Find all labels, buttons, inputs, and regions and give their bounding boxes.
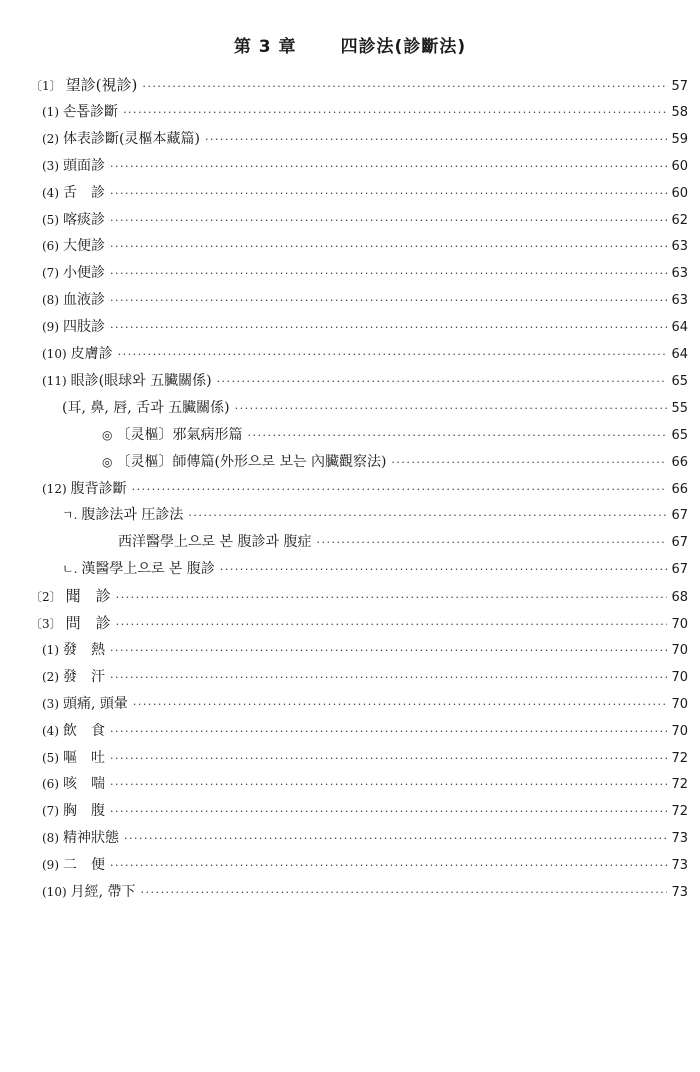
toc-entry[interactable] (42, 771, 688, 797)
toc-entry-label (42, 771, 107, 797)
dot-leader (217, 369, 667, 395)
toc-entry[interactable] (42, 368, 688, 394)
dot-leader (110, 261, 667, 287)
toc-entry-title: 四肢診 (63, 319, 105, 336)
toc-entry-label (62, 395, 232, 421)
toc-entry-label (42, 260, 107, 286)
toc-entry-page-number: 72 (671, 804, 688, 820)
toc-entry[interactable] (62, 395, 688, 421)
toc-entry-marker: ◎ (102, 454, 113, 469)
toc-entry-title: 嘔 吐 (63, 749, 105, 766)
toc-entry-marker: (12) (42, 481, 67, 496)
toc-entry-marker: ◎ (102, 427, 113, 442)
toc-entry-title: 〔灵樞〕邪氣病形篇 (116, 426, 243, 443)
toc-entry-marker: 〔2〕 (30, 590, 62, 605)
dot-leader (110, 772, 667, 798)
dot-leader (235, 396, 667, 422)
toc-entry-page-number: 66 (671, 454, 688, 470)
toc-entry-title: 月經, 帶下 (70, 884, 136, 900)
toc-entry-title: 舌 診 (63, 184, 105, 201)
toc-entry[interactable] (42, 126, 688, 152)
toc-entry-page-number: 72 (671, 777, 688, 793)
toc-entry-page-number: 63 (671, 266, 688, 282)
dot-leader (110, 799, 667, 825)
dot-leader (116, 585, 667, 611)
dot-leader (123, 100, 667, 126)
toc-entry-marker: (6) (42, 777, 59, 792)
toc-entry[interactable] (42, 745, 688, 771)
dot-leader (133, 692, 667, 718)
toc-entry[interactable] (42, 233, 688, 259)
toc-entry[interactable] (42, 341, 688, 367)
toc-entry-marker: (3) (42, 696, 59, 711)
dot-leader (118, 342, 667, 368)
dot-leader (205, 127, 667, 153)
toc-entry-marker: ㄴ. (62, 562, 78, 577)
toc-entry-page-number: 70 (671, 696, 688, 712)
toc-entry-page-number: 73 (671, 858, 688, 874)
toc-entry-page-number: 67 (671, 562, 688, 578)
toc-entry-marker: (2) (42, 131, 59, 146)
toc-entry[interactable] (42, 314, 688, 340)
dot-leader (110, 208, 667, 234)
toc-entry-title: 皮膚診 (70, 346, 113, 362)
toc-entry-marker: (2) (42, 669, 59, 684)
toc-entry-page-number: 70 (671, 723, 688, 739)
dot-leader (110, 665, 667, 691)
dot-leader (116, 612, 667, 638)
dot-leader (316, 530, 667, 556)
toc-entry-label (42, 314, 107, 340)
toc-entry-title: 胸 腹 (63, 803, 105, 820)
toc-entry-marker: (9) (42, 320, 59, 335)
toc-entry-marker: 〔1〕 (30, 79, 62, 93)
toc-entry[interactable] (42, 153, 688, 179)
toc-entry[interactable] (42, 691, 688, 717)
toc-entry-marker: (1) (42, 642, 59, 657)
toc-entry-marker: ㄱ. (62, 508, 78, 523)
toc-entry-page-number: 64 (671, 320, 688, 336)
toc-entry-marker: (9) (42, 858, 59, 873)
dot-leader (142, 74, 667, 100)
dot-leader (141, 880, 667, 906)
toc-entry-page-number: 57 (671, 79, 688, 94)
toc-entry-title: 〔灵樞〕師傳篇(外形으로 보는 內臟觀察法) (116, 453, 387, 470)
toc-entry[interactable] (42, 852, 688, 878)
toc-entry[interactable] (102, 449, 688, 475)
toc-entry-page-number: 60 (671, 185, 688, 201)
toc-entry[interactable] (42, 798, 688, 824)
toc-entry-title: 喀痰診 (63, 211, 105, 228)
toc-entry-label (42, 153, 107, 179)
toc-entry-label (62, 556, 217, 582)
toc-entry-label (42, 852, 107, 878)
toc-entry[interactable] (42, 476, 688, 502)
toc-entry-page-number: 62 (671, 212, 688, 228)
toc-entry[interactable] (42, 825, 688, 851)
toc-entry-title: 問 診 (65, 614, 111, 632)
dot-leader (110, 638, 667, 664)
toc-entry-page-number: 70 (671, 617, 688, 632)
toc-entry-label (42, 207, 107, 233)
toc-entry-label (30, 583, 113, 610)
toc-entry-page-number: 73 (671, 831, 688, 847)
toc-entry-marker: (10) (42, 347, 67, 361)
toc-entry-title: 發 汗 (63, 668, 105, 685)
dot-leader (391, 450, 667, 476)
toc-entry-marker: (4) (42, 723, 59, 738)
toc-entry-title: 望診(視診) (65, 76, 138, 94)
toc-entry-page-number: 59 (671, 131, 688, 147)
toc-entry[interactable] (102, 422, 688, 448)
toc-entry-marker: (7) (42, 804, 59, 819)
toc-entry-title: 頭痛, 頭暈 (63, 695, 128, 712)
toc-entry-page-number: 63 (671, 293, 688, 309)
toc-entry-title: 漢醫學上으로 본 腹診 (81, 561, 215, 578)
toc-entry-title: 聞 診 (65, 587, 111, 606)
toc-entry-marker: (11) (42, 373, 67, 388)
toc-entry-title: 大便診 (63, 238, 105, 255)
dot-leader (110, 234, 667, 260)
toc-entry-label (42, 233, 107, 259)
toc-entry-label (30, 72, 139, 99)
chapter-number: 第 3 章 (233, 37, 297, 57)
toc-entry-page-number: 72 (671, 750, 688, 766)
toc-entry-label (42, 825, 121, 851)
toc-entry-title: 二 便 (63, 857, 105, 874)
toc-entry-page-number: 65 (671, 427, 688, 443)
toc-entry-label (42, 637, 107, 663)
dot-leader (110, 719, 667, 745)
toc-entry-marker: (1) (42, 104, 59, 119)
toc-entry-marker: (4) (42, 185, 59, 200)
toc-entry-title: 咳 喘 (63, 776, 105, 793)
toc-entry-title: 손톱診斷 (63, 103, 119, 120)
toc-entry[interactable] (30, 610, 688, 636)
toc-entry-label (118, 529, 313, 555)
toc-entry-label (42, 718, 107, 744)
dot-leader (110, 853, 667, 879)
toc-entry-page-number: 70 (671, 642, 688, 658)
toc-entry-page-number: 70 (671, 669, 688, 685)
toc-entry-label (30, 610, 113, 637)
toc-entry-label (42, 99, 120, 125)
dot-leader (247, 423, 667, 449)
dot-leader (110, 315, 667, 341)
toc-entry-title: 西洋醫學上으로 본 腹診과 腹症 (118, 534, 312, 551)
toc-entry-page-number: 67 (671, 535, 688, 551)
toc-entry-label (102, 449, 388, 475)
toc-entry-page-number: 60 (671, 158, 688, 174)
toc-entry[interactable] (42, 207, 688, 233)
toc-entry-label (42, 745, 107, 771)
toc-entry-marker: (10) (42, 885, 67, 899)
toc-entry-title: 頭面診 (63, 157, 105, 174)
toc-entry-marker: (8) (42, 831, 59, 846)
toc-entry-label (42, 879, 138, 905)
toc-entry-label (62, 502, 185, 528)
toc-entry[interactable] (42, 637, 688, 663)
dot-leader (110, 181, 667, 207)
toc-entry-label (42, 341, 115, 367)
toc-entry-label (42, 664, 107, 690)
toc-entry-title: 腹背診斷 (70, 480, 127, 497)
toc-entry-label (42, 287, 107, 313)
toc-entry-marker: (5) (42, 212, 59, 227)
chapter-title (0, 32, 700, 57)
toc-entry[interactable] (42, 718, 688, 744)
chapter-name: 四診法(診斷法) (340, 37, 467, 57)
toc-entry[interactable] (118, 529, 688, 555)
dot-leader (132, 477, 667, 503)
toc-entry[interactable] (42, 879, 688, 905)
toc-entry[interactable] (62, 502, 688, 528)
toc-entry-label (42, 691, 130, 717)
toc-entry-label (42, 476, 129, 502)
toc-entry[interactable] (42, 260, 688, 286)
toc-entry-page-number: 55 (671, 400, 688, 416)
toc-entry-title: 眼診(眼球와 五臟關係) (70, 372, 212, 389)
toc-entry-page-number: 67 (671, 508, 688, 524)
toc-entry[interactable] (42, 99, 688, 125)
toc-entry[interactable] (42, 180, 688, 206)
toc-entry-title: 飲 食 (63, 722, 105, 739)
toc-entry-label (102, 422, 244, 448)
dot-leader (110, 288, 667, 314)
dot-leader (188, 503, 667, 529)
toc-entry-title: 發 熱 (63, 641, 105, 658)
toc-entry-page-number: 73 (671, 885, 688, 900)
toc-entry[interactable] (30, 72, 688, 98)
toc-entry[interactable] (62, 556, 688, 582)
dot-leader (124, 826, 667, 852)
dot-leader (220, 557, 667, 583)
toc-entry-label (42, 368, 214, 394)
toc-entry[interactable] (42, 287, 688, 313)
toc-entry-marker: 〔3〕 (30, 617, 62, 631)
toc-entry-marker: (5) (42, 750, 59, 765)
toc-entry-label (42, 126, 202, 152)
dot-leader (110, 746, 667, 772)
toc-entry[interactable] (42, 664, 688, 690)
toc-entry-title: 小便診 (63, 265, 105, 282)
toc-entry-title: 血液診 (63, 292, 105, 309)
toc-entry-title: 体表診斷(灵樞本藏篇) (63, 130, 200, 147)
toc-entry-page-number: 64 (671, 347, 688, 362)
toc-entry-title: 精神狀態 (63, 830, 119, 847)
toc-entry-title: 腹診法과 圧診法 (81, 507, 184, 524)
toc-entry-page-number: 65 (671, 373, 688, 389)
toc-entry-marker: (3) (42, 158, 59, 173)
toc-entry-label (42, 798, 107, 824)
toc-entry-page-number: 68 (671, 590, 688, 606)
toc-entry-marker: (8) (42, 293, 59, 308)
dot-leader (110, 154, 667, 180)
toc-entry-title: (耳, 鼻, 唇, 舌과 五臟關係) (62, 399, 230, 416)
toc-entry-marker: (7) (42, 266, 59, 281)
toc-entry-label (42, 180, 107, 206)
toc-entry-page-number: 66 (671, 481, 688, 497)
toc-entry-page-number: 63 (671, 239, 688, 255)
toc-entry-page-number: 58 (671, 104, 688, 120)
toc-entry[interactable] (30, 583, 688, 609)
toc-entry-marker: (6) (42, 239, 59, 254)
